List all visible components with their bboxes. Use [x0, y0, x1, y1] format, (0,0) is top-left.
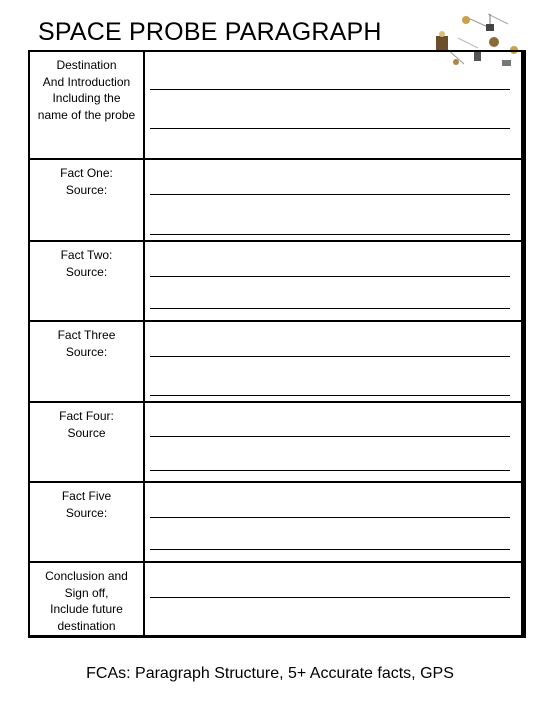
label-line: Fact Four:	[59, 409, 114, 423]
writing-line[interactable]	[150, 308, 510, 309]
label-line: Source:	[65, 182, 108, 197]
label-line: name of the probe	[37, 107, 136, 122]
worksheet-table	[28, 50, 526, 638]
section-label	[30, 52, 145, 158]
writing-line[interactable]	[150, 470, 510, 471]
section-label	[30, 242, 145, 320]
label-line: Conclusion and	[45, 569, 128, 583]
label-line: Fact Three	[57, 328, 116, 342]
section-row-fact-four	[30, 401, 521, 481]
writing-line[interactable]	[150, 395, 510, 396]
section-label	[30, 403, 145, 481]
label-line: Include future	[50, 602, 123, 616]
writing-line[interactable]	[150, 517, 510, 518]
writing-line[interactable]	[150, 637, 510, 638]
section-row-fact-three	[30, 320, 521, 401]
section-label	[30, 483, 145, 561]
writing-line[interactable]	[150, 356, 510, 357]
label-line: Destination	[56, 58, 117, 72]
label-line: Fact One:	[60, 166, 113, 180]
label-line: Source:	[65, 264, 108, 279]
writing-line[interactable]	[150, 549, 510, 550]
writing-line[interactable]	[150, 234, 510, 235]
section-row-fact-two	[30, 240, 521, 320]
page-title: SPACE PROBE PARAGRAPH	[38, 18, 382, 46]
label-line: Sign off,	[64, 585, 109, 600]
writing-line[interactable]	[150, 89, 510, 90]
section-row-conclusion	[30, 561, 521, 637]
label-line: Source:	[65, 344, 108, 359]
label-line: Including the	[52, 91, 121, 105]
section-row-fact-five	[30, 481, 521, 561]
section-row-introduction	[30, 52, 521, 158]
label-line: Fact Five	[61, 489, 112, 503]
label-line: And Introduction	[42, 74, 131, 89]
writing-line[interactable]	[150, 597, 510, 598]
section-label	[30, 160, 145, 240]
writing-line[interactable]	[150, 436, 510, 437]
writing-line[interactable]	[150, 194, 510, 195]
label-line: destination	[57, 618, 116, 633]
label-line: Source	[67, 425, 106, 440]
section-label	[30, 563, 145, 637]
label-line: Fact Two:	[60, 248, 113, 262]
section-row-fact-one	[30, 158, 521, 240]
writing-line[interactable]	[150, 128, 510, 129]
writing-line[interactable]	[150, 276, 510, 277]
section-label	[30, 322, 145, 401]
footer-criteria: FCAs: Paragraph Structure, 5+ Accurate facts, GPS	[86, 665, 454, 682]
label-line: Source:	[65, 505, 108, 520]
